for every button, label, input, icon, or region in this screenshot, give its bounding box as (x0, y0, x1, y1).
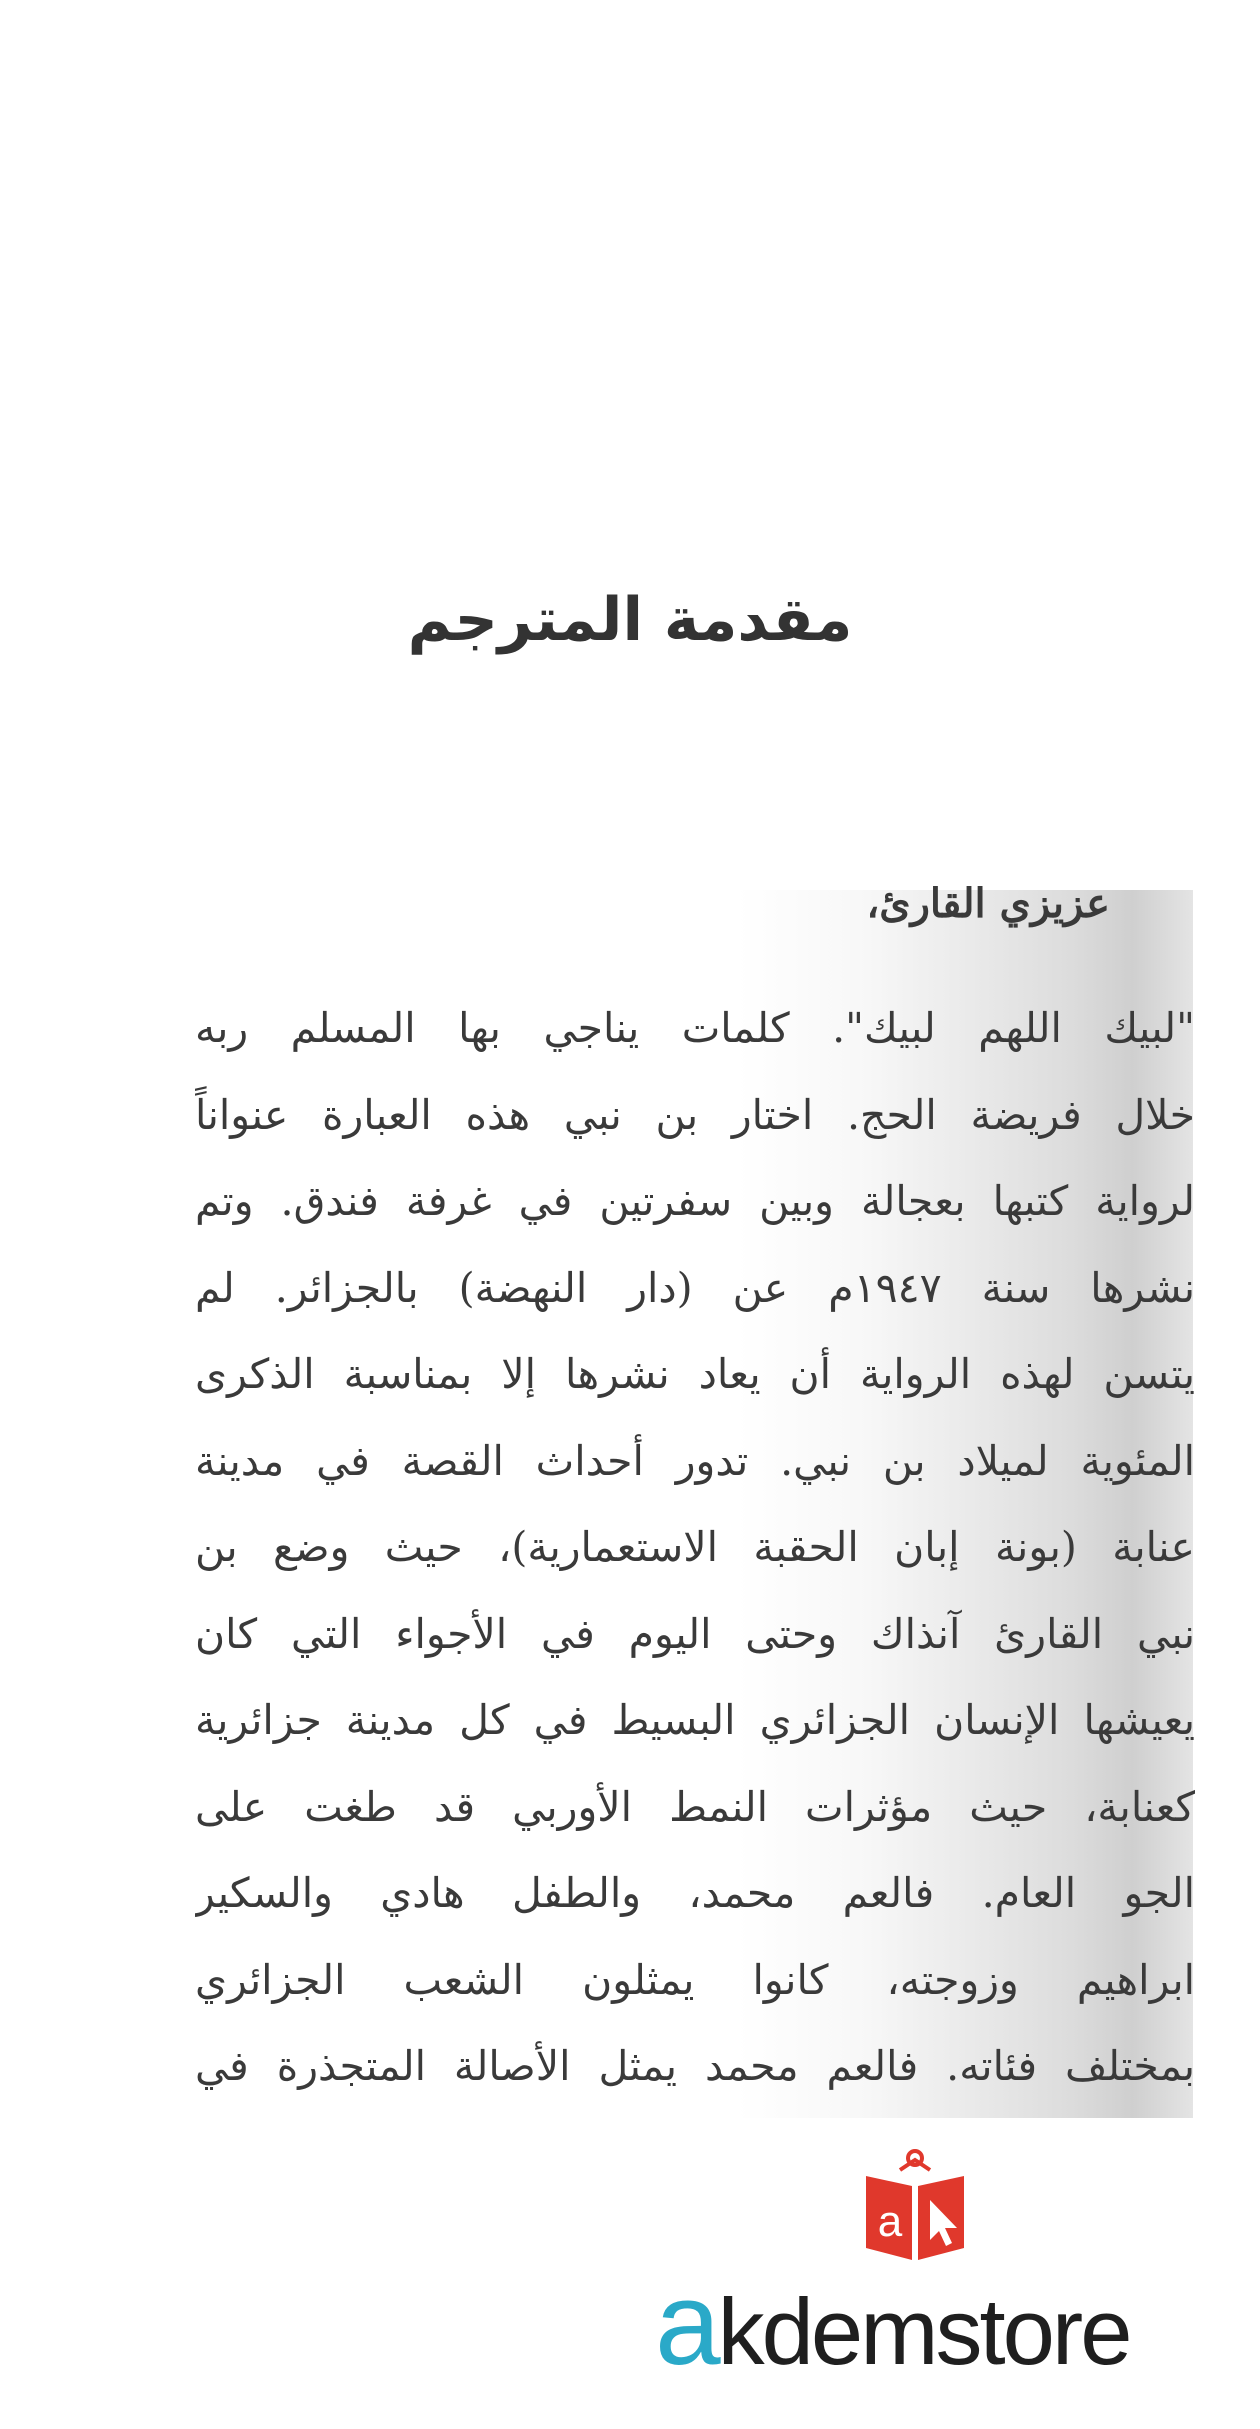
akdemstore-logo (655, 2148, 1175, 2390)
logo-wordmark (655, 2256, 1175, 2392)
paragraph-line: نشرها سنة ١٩٤٧م عن (دار النهضة) بالجزائر. لم (195, 1263, 1195, 1312)
logo-accent-letter: a (655, 2258, 718, 2390)
book-cursor-icon (860, 2148, 970, 2268)
page-title: مقدمة المترجم (407, 585, 853, 655)
paragraph-line: "لبيك اللهم لبيك". كلمات يناجي بها المسلم ربه (195, 1004, 1195, 1052)
paragraph-line: ابراهيم وزوجته، كانوا يمثلون الشعب الجزائري (195, 1955, 1195, 2004)
paragraph (195, 985, 1195, 2110)
paragraph-line: لرواية كتبها بعجالة وبين سفرتين في غرفة فندق. وتم (195, 1177, 1195, 1225)
paragraph-line: كعنابة، حيث مؤثرات النمط الأوربي قد طغت على (195, 1782, 1195, 1831)
paragraph-line: خلال فريضة الحج. اختار بن نبي هذه العبارة عنواناً (195, 1090, 1195, 1139)
paragraph-line: الجو العام. فالعم محمد، والطفل هادي والسكير (195, 1869, 1195, 1917)
paragraph-line: عنابة (بونة إبان الحقبة الاستعمارية)، حيث وضع بن (195, 1523, 1195, 1571)
svg-text:a: a (877, 2197, 903, 2246)
paragraph-line: يعيشها الإنسان الجزائري البسيط في كل مدينة جزائرية (195, 1696, 1195, 1744)
paragraph-line: يتسن لهذه الرواية أن يعاد نشرها إلا بمناسبة الذكرى (195, 1350, 1195, 1398)
paragraph-line: بمختلف فئاته. فالعم محمد يمثل الأصالة المتجذرة في (195, 2042, 1195, 2090)
paragraph-line: المئوية لميلاد بن نبي. تدور أحداث القصة في مدينة (195, 1436, 1195, 1485)
greeting: عزيزي القارئ، (866, 880, 1110, 927)
paragraph-line: نبي القارئ آنذاك وحتى اليوم في الأجواء التي كان (195, 1609, 1195, 1658)
logo-wordmark-rest: kdemstore (717, 2279, 1130, 2384)
